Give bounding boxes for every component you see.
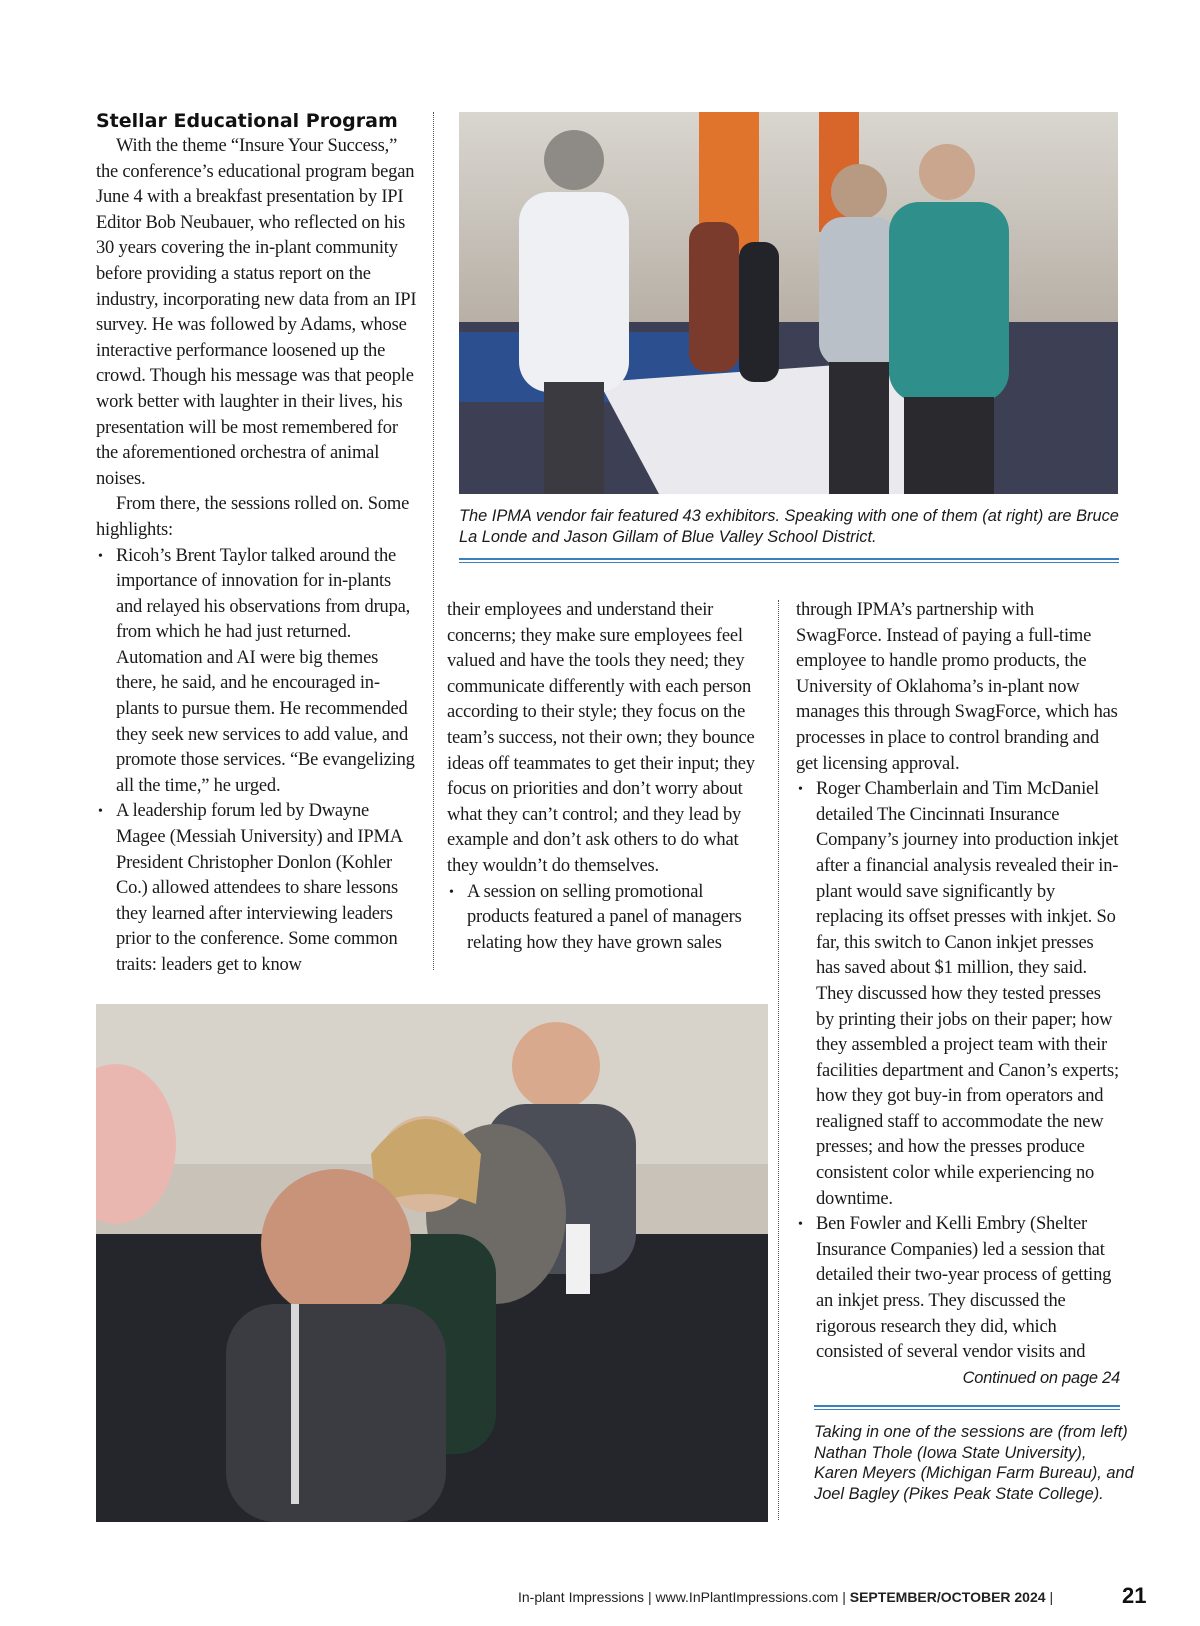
vendor-fair-photo [459, 112, 1118, 494]
list-item: • Ricoh’s Brent Taylor talked around the importance of innovation for in-plants and relayed his observations from drupa, from which he had just returned. Automation and AI were big themes there, he said, and he encouraged in-plants to pursue them. He recommended they seek new services to add value, and promote those services. “Be evangelizing all the time,” he urged. [96, 544, 418, 800]
paragraph: their employees and understand their concerns; they make sure employees feel valued and have the tools they need; they communicate differently with each person according to their style; they focus on the team’s success, not their own; they bounce ideas off teammates to get their input; they focus on priorities and don’t worry about what they can’t control; and they lead by example and don’t ask others to do what they wouldn’t do themselves. [447, 600, 755, 876]
list-item: • A leadership forum led by Dwayne Magee (Messiah University) and IPMA President Christopher Donlon (Kohler Co.) allowed attendees to share lessons they learned after interviewing leaders prior to the conference. Some common traits: leaders get to know [96, 799, 418, 978]
session-attendees-photo [96, 1004, 768, 1522]
section-heading: Stellar Educational Program [96, 110, 398, 132]
column-1 [96, 134, 418, 979]
page-footer [518, 1589, 1053, 1605]
session-attendees-photo-image [96, 1004, 768, 1522]
page-number: 21 [1122, 1583, 1147, 1608]
top-photo-caption: The IPMA vendor fair featured 43 exhibitors. Speaking with one of them (at right) are Bruce La Londe and Jason Gillam of Blue Valley School District. [459, 507, 1119, 546]
bottom-photo-caption: Taking in one of the sessions are (from left) Nathan Thole (Iowa State University), Karen Meyers (Michigan Farm Bureau), and Joel Bagley (Pikes Peak State College). [814, 1423, 1134, 1503]
continued-line: Continued on page 24 [962, 1368, 1120, 1387]
list-item: • Roger Chamberlain and Tim McDaniel detailed The Cincinnati Insurance Company’s journey into production inkjet after a financial analysis revealed their in-plant would save significantly by replacing its offset presses with inkjet. So far, this switch to Canon inkjet presses has saved about $1 million, they said. They discussed how they tested presses by printing their jobs on their paper; how they assembled a project team with their facilities department and Canon’s experts; how they got buy-in from operators and realigned staff to accommodate the new presses; and how the presses produce consistent color while experiencing no downtime. [796, 777, 1120, 1212]
issue-date: SEPTEMBER/OCTOBER 2024 [849, 1589, 1046, 1605]
caption-rule [814, 1405, 1120, 1410]
column-2 [447, 598, 765, 956]
website-link[interactable]: www.InPlantImpressions.com [655, 1589, 839, 1605]
column-divider [778, 600, 779, 1520]
publication-name: In-plant Impressions [518, 1589, 645, 1605]
column-divider [433, 112, 434, 970]
footer-separator: | [1049, 1589, 1054, 1605]
highlights-list [796, 777, 1120, 1366]
footer-separator: | [647, 1589, 652, 1605]
highlights-list [96, 544, 418, 979]
vendor-fair-photo-image [459, 112, 1118, 494]
caption-rule [459, 558, 1119, 563]
footer-separator: | [842, 1589, 846, 1605]
highlights-list [447, 880, 765, 957]
column-3 [796, 598, 1120, 1391]
list-item: • Ben Fowler and Kelli Embry (Shelter Insurance Companies) led a session that detailed their two-year process of getting an inkjet press. They discussed the rigorous research they did, which consisted of several vendor visits and [796, 1212, 1120, 1366]
paragraph: With the theme “Insure Your Success,” the conference’s educational program began June 4 with a breakfast presentation by IPI Editor Bob Neubauer, who reflected on his 30 years covering the in-plant community before providing a status report on the industry, incorporating new data from an IPI survey. He was followed by Adams, whose interactive performance loosened up the crowd. Though his message was that people work better with laughter in their lives, his presentation will be most remembered for the aforementioned orchestra of animal noises. [96, 136, 417, 489]
list-item: • A session on selling promotional products featured a panel of managers relating how they have grown sales [447, 880, 765, 957]
paragraph: through IPMA’s partnership with SwagForce. Instead of paying a full-time employee to handle promo products, the University of Oklahoma’s in-plant now manages this through SwagForce, which has processes in place to control branding and get licensing approval. [796, 600, 1118, 774]
paragraph: From there, the sessions rolled on. Some highlights: [96, 494, 410, 540]
